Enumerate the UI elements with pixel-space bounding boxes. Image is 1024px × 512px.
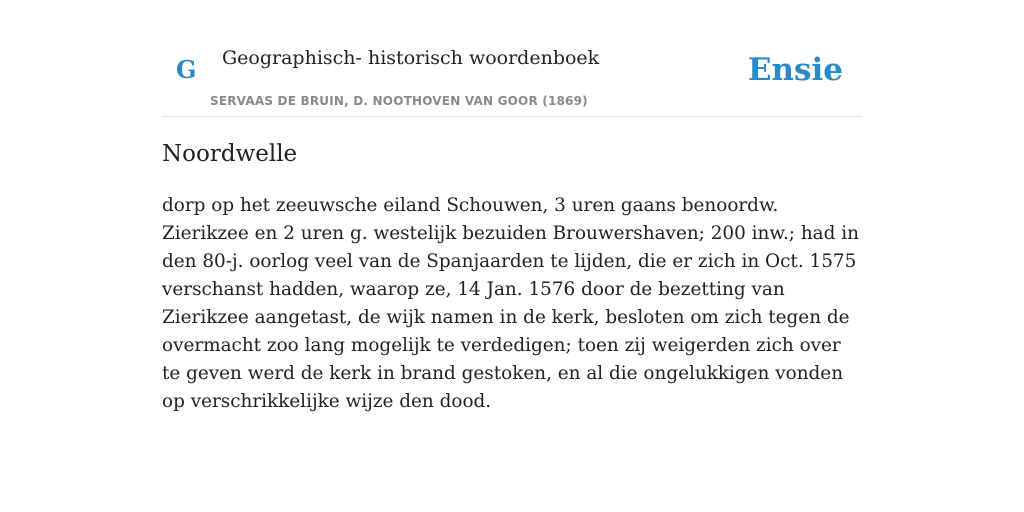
dictionary-title[interactable]: Geographisch- historisch woordenboek [222,47,600,69]
entry-headword: Noordwelle [162,141,298,167]
dictionary-header [162,0,862,117]
dictionary-letter-icon[interactable]: G [176,55,197,84]
dictionary-authors: SERVAAS DE BRUIN, D. NOOTHOVEN VAN GOOR (1869) [210,94,588,108]
ensie-logo-link[interactable]: Ensie [747,52,843,88]
entry-definition: dorp op het zeeuwsche eiland Schouwen, 3 uren gaans benoordw. Zierikzee en 2 uren g. westelijk bezuiden Brouwershaven; 200 inw.; had in den 80-j. oorlog veel van de Spanjaarden te lijden, die er zich in Oct. 1575 verschanst hadden, waarop ze, 14 Jan. 1576 door de bezetting van Zierikzee aangetast, de wijk namen in de kerk, besloten om zich tegen de overmacht zoo lang mogelijk te verdedigen; toen zij weigerden zich over te geven werd de kerk in brand gestoken, en al die ongelukkigen vonden op verschrikkelijke wijze den dood. [162,195,859,412]
